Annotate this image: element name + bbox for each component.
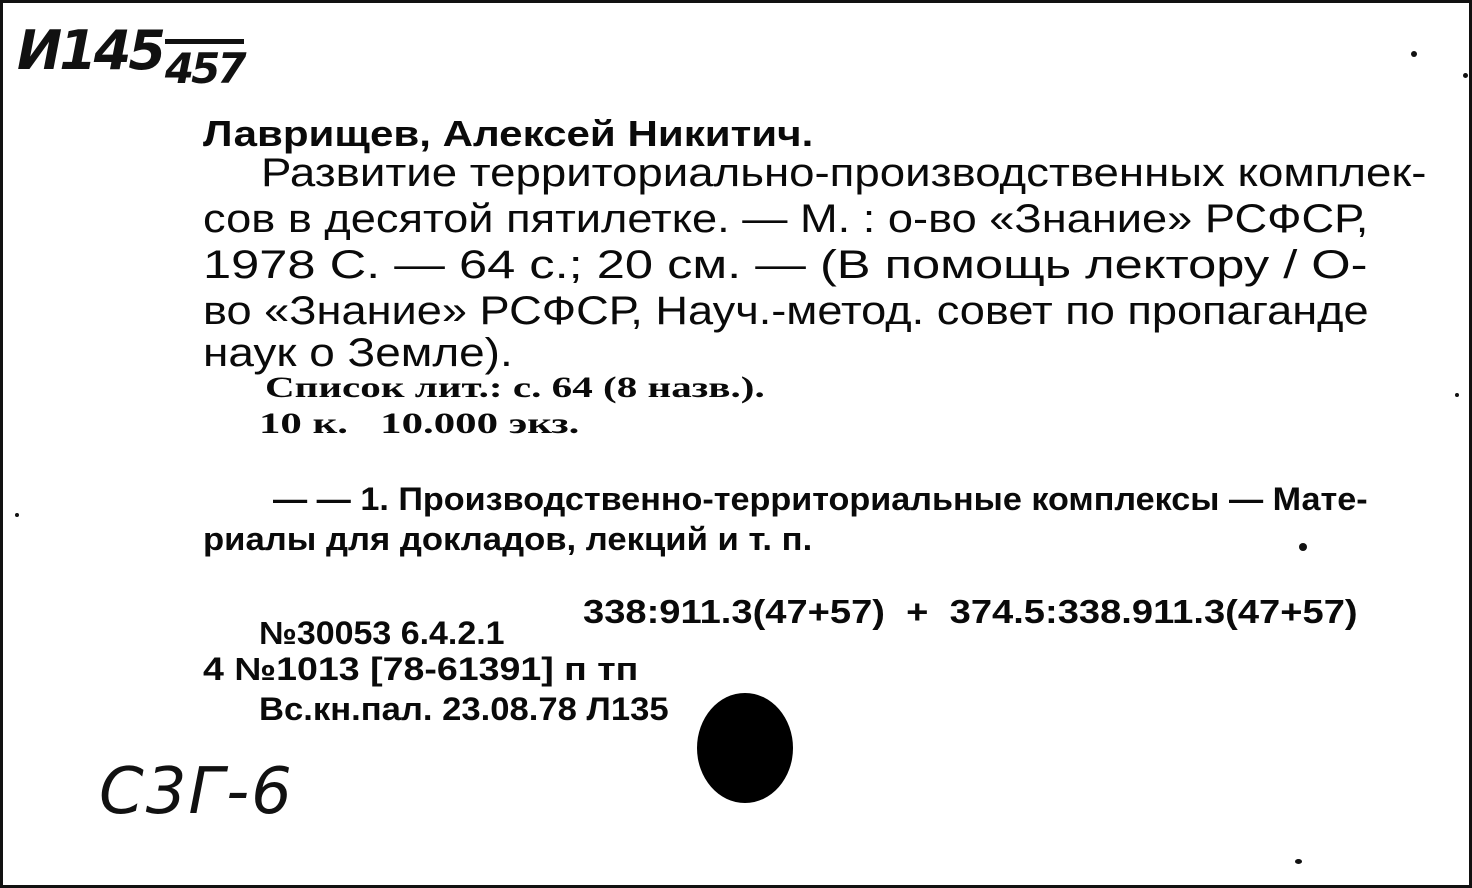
card-number: №30053 6.4.2.1 <box>259 615 505 651</box>
subject-heading-line-1: — — 1. Производственно-территориальные комплексы — Мате- <box>273 481 1368 517</box>
shelfmark-sub: 457 <box>165 39 244 93</box>
author-heading: Лаврищев, Алексей Никитич. <box>203 113 814 154</box>
dust-speck <box>1299 543 1307 551</box>
dust-speck <box>1463 73 1468 78</box>
dust-speck <box>1411 51 1417 57</box>
shelfmark-handwritten <box>17 19 244 93</box>
ink-blot <box>697 693 793 803</box>
handwritten-code: С3Г-6 <box>99 755 294 829</box>
title-line-1: Развитие территориально-производственных комплек- <box>261 151 1427 195</box>
dust-speck <box>1455 393 1459 397</box>
bibliography-note: Список лит.: с. 64 (8 назв.). <box>265 371 765 404</box>
dust-speck <box>1295 859 1302 864</box>
title-line-4: во «Знание» РСФСР, Науч.-метод. совет по пропаганде <box>203 289 1369 333</box>
udc-classification: 338:911.3(47+57) + 374.5:338.911.3(47+57) <box>583 593 1358 630</box>
book-chamber-line: Вс.кн.пал. 23.08.78 Л135 <box>259 691 669 727</box>
dust-speck <box>15 513 19 517</box>
title-line-3: 1978 С. — 64 с.; 20 см. — (В помощь лектору / О- <box>203 243 1368 287</box>
shelfmark-main: И145 <box>17 19 163 82</box>
title-line-5: наук о Земле). <box>203 331 513 375</box>
price-print-run: 10 к. 10.000 экз. <box>259 407 580 440</box>
record-number: 4 №1013 [78-61391] п тп <box>203 651 639 687</box>
subject-heading-line-2: риалы для докладов, лекций и т. п. <box>203 521 813 557</box>
title-line-2: сов в десятой пятилетке. — М. : о-во «Знание» РСФСР, <box>203 197 1369 241</box>
